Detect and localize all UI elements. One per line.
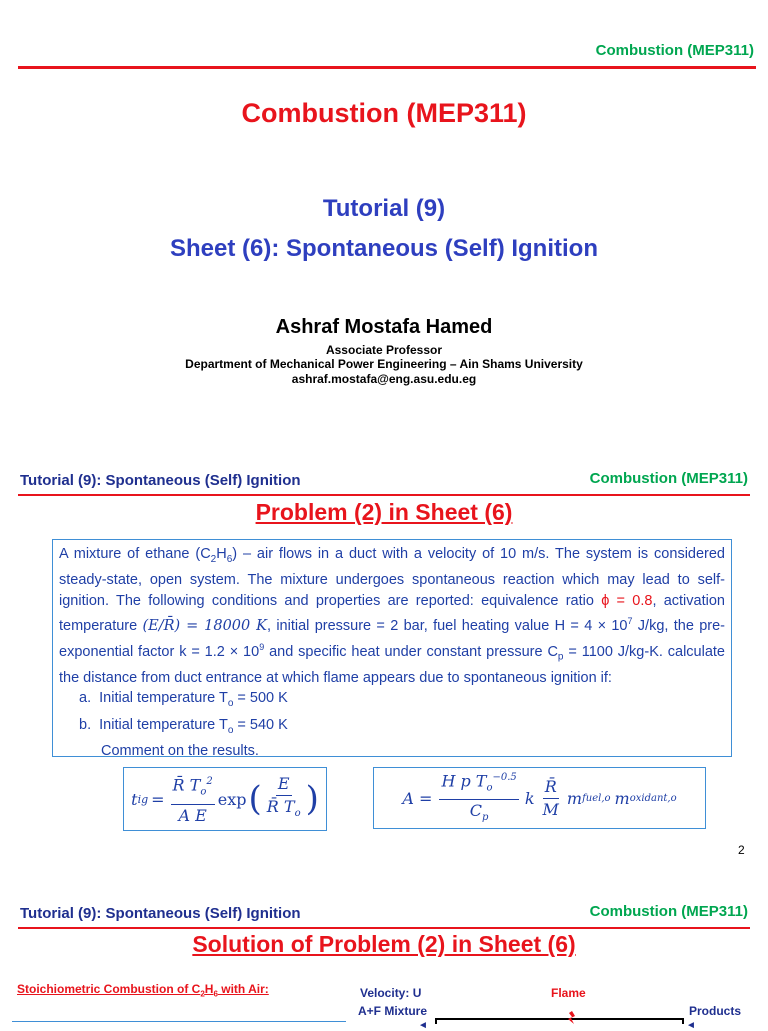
problem-text-4: J/kg, the pre-exponential factor k = 1.2 × 10 [59,618,726,660]
item-text: = 540 K [233,716,288,733]
problem-item-a [59,688,725,714]
ignition-time-equation: t ig = $\frac{R̄ T_o^2}{\text{A E}}$ exp ( $\frac{E}{R̄ T_o}$ ) [123,767,327,831]
eq-sub: o [486,782,493,794]
problem-comment: Comment on the results. [101,743,259,760]
problem-text-6: = 1100 J/kg-K. calculate the distance from duct entrance at which flame appears due to spontaneous ignition if: [59,643,726,686]
eq-num: E [276,773,292,796]
eq-num: R̄ T [172,775,201,795]
subtitle-sub: 2 [200,989,205,999]
slide1-header-divider [18,66,756,69]
problem-text-1b: H [216,546,227,562]
author-position: Associate Professor [325,343,443,357]
item-sub: o [227,724,234,736]
duct-left-edge [435,1018,437,1024]
problem-sub: p [557,651,564,663]
equivalence-ratio: ϕ = 0.8 [601,592,653,609]
eq-symbol: t [131,789,138,809]
subtitle-box-edge [12,1021,346,1022]
slide1-tutorial: Tutorial (9) [322,195,446,222]
eq1-fraction [171,771,215,827]
problem-item-b [59,715,725,741]
item-text: = 500 K [233,690,288,707]
list-marker: a. [79,690,92,707]
arrow-icon: ◄ [686,1020,696,1031]
eq-sub: o [294,808,301,820]
eq-sub: o [200,786,207,798]
eq-exp: exp [217,789,247,809]
slide3-header-divider [18,927,750,929]
author-name: Ashraf Mostafa Hamed [275,316,493,338]
subtitle-sub: 6 [213,989,218,999]
activation-temperature: (E/R̄) = 18000 K [142,618,267,635]
item-text: Initial temperature T [99,716,228,733]
subtitle-text: Stoichiometric Combustion of C [17,982,201,996]
products-label: Products [689,1004,742,1018]
eq-k: k [524,788,535,808]
author-department: Department of Mechanical Power Engineering – Ain Shams University [185,357,583,371]
arrow-icon: ◄ [418,1020,428,1031]
flame-label: Flame [551,986,586,1000]
problem-sub: 2 [210,553,217,565]
eq-sup: 2 [206,776,213,788]
slide2-title-text: Problem (2) in Sheet (6) [255,499,513,525]
problem-sup: 7 [627,616,633,627]
duct-wall [435,1018,683,1020]
subtitle-text: with Air: [217,982,269,996]
eq-num: R̄ [543,776,559,799]
problem-statement-box [52,539,732,760]
velocity-label: Velocity: U [360,986,422,1000]
eq-num: H p T [441,770,487,790]
mixture-label: A+F Mixture [358,1004,428,1018]
slide2-header-right: Combustion (MEP311) [589,470,748,487]
eq-den: M [542,799,559,819]
subtitle-text: H [204,982,214,996]
item-text: Initial temperature T [99,690,228,707]
slide2-header-divider [18,494,750,496]
eq-m: m [614,788,630,808]
slide2-title [0,499,768,526]
slide1-header-label: Combustion (MEP311) [595,42,754,59]
problem-text-3: , initial pressure = 2 bar, fuel heating value H = 4 × 10 [267,618,628,635]
list-marker: b. [79,716,92,733]
eq-sub: fuel,o [582,792,611,804]
problem-text-2: , activation temperature [59,592,725,635]
eq2-fraction [439,767,518,830]
eq-sub: oxidant,o [629,792,677,804]
pre-exponential-equation [373,767,706,829]
eq-den: C [469,801,483,821]
problem-sup: 9 [259,641,265,652]
eq2-fraction-2 [541,776,561,821]
eq-sub: ig [137,792,149,806]
eq-den: A E [178,805,207,825]
slide2-header-left: Tutorial (9): Spontaneous (Self) Ignition [20,472,301,489]
problem-text-1: A mixture of ethane (C [59,546,211,562]
slide3-header-left: Tutorial (9): Spontaneous (Self) Ignition [20,905,301,922]
slide3-title-text: Solution of Problem (2) in Sheet (6) [192,931,576,957]
flame-icon [565,1011,579,1024]
item-sub: o [227,698,234,710]
duct-right-edge [682,1018,684,1024]
page-number: 2 [738,843,745,857]
author-email[interactable]: ashraf.mostafa@eng.asu.edu.eg [291,372,477,386]
slide3-title [0,931,768,958]
eq-den: R̄ T [266,796,295,816]
slide1-sheet: Sheet (6): Spontaneous (Self) Ignition [170,235,598,262]
eq-sup: −0.5 [492,771,517,783]
eq1-inner-fraction [265,773,303,825]
slide3-header-right: Combustion (MEP311) [589,903,748,920]
eq-symbol: A = [402,788,433,808]
eq-m: m [566,788,583,808]
slide1-title: Combustion (MEP311) [241,98,527,128]
eq-sub: p [482,812,489,824]
problem-sub: 6 [226,553,233,565]
problem-text-1c: ) – air flows in a duct with a velocity of 10 m/s. The system is considered steady-state, open system. The mixture undergoes spontaneous reaction which may lead to self- ignition. The following conditions and properties are reported: equivalence ratio [59,546,725,609]
problem-text-5: and specific heat under constant pressure C [264,643,558,660]
stoichiometric-subtitle [17,982,269,998]
